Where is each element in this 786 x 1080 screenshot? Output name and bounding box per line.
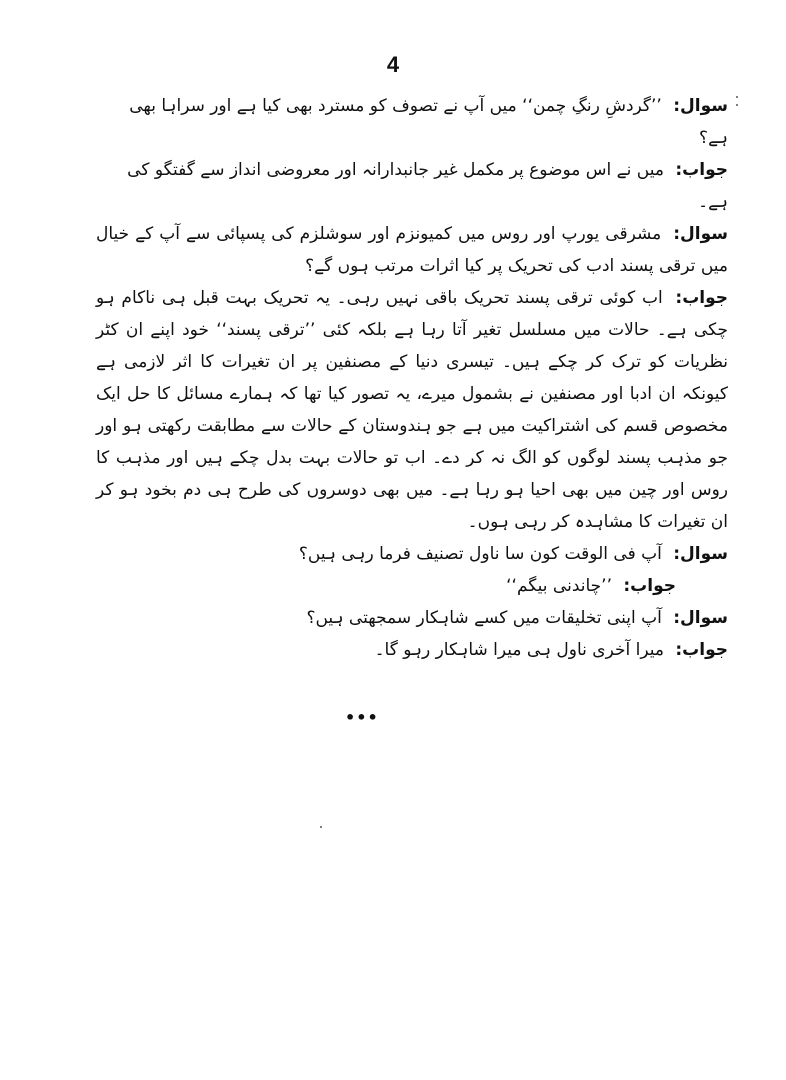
question-2	[96, 218, 728, 282]
answer-label: جواب:	[675, 288, 729, 308]
answer-text: میں نے اس موضوع پر مکمل غیر جانبدارانہ اور معروضی انداز سے گفتگو کی ہے۔	[127, 160, 728, 212]
answer-text: میرا آخری ناول ہی میرا شاہکار رہو گا۔	[374, 640, 664, 660]
answer-1	[96, 154, 728, 218]
question-label: سوال:	[673, 224, 729, 244]
question-label: سوال:	[673, 96, 728, 116]
page-number: 4	[386, 52, 400, 77]
answer-label: جواب:	[675, 640, 728, 660]
question-text: ’’گردشِ رنگِ چمن‘‘ میں آپ نے تصوف کو مسترد بھی کیا ہے اور سراہا بھی ہے؟	[129, 96, 728, 148]
question-text: مشرقی یورپ اور روس میں کمیونزم اور سوشلزم کی پسپائی سے آپ کے خیال میں ترقی پسند ادب کی تحریک پر کیا اثرات مرتب ہوں گے؟	[96, 224, 728, 276]
question-3	[96, 538, 728, 570]
scan-speck	[736, 104, 738, 106]
interview-content	[96, 90, 728, 666]
answer-4	[96, 634, 728, 666]
end-of-section-mark: •••	[345, 708, 379, 727]
answer-label: جواب:	[675, 160, 728, 180]
answer-3	[96, 570, 676, 602]
answer-text: اب کوئی ترقی پسند تحریک باقی نہیں رہی۔ یہ تحریک بہت قبل ہی ناکام ہو چکی ہے۔ حالات میں مسلسل تغیر آتا رہا ہے بلکہ کئی ’’ترقی پسند‘‘ خود اپنے ان کٹر نظریات کو ترک کر چکے ہیں۔ تیسری دنیا کے مصنفین پر ان تغیرات کا اثر لازمی ہے کیونکہ ان ادبا اور مصنفین نے بشمول میرے، یہ تصور کیا تھا کہ ہمارے مسائل کا حل ایک مخصوص قسم کی اشتراکیت میں ہے جو ہندوستان کے حالات سے مطابقت رکھتی ہو اور جو مذہب پسند لوگوں کو الگ نہ کر دے۔ اب تو حالات بہت بدل چکے ہیں اور مذہب کا روس اور چین میں بھی احیا ہو رہا ہے۔ میں بھی دوسروں کی طرح ہی دم بخود ہو کر ان تغیرات کا مشاہدہ کر رہی ہوں۔	[96, 288, 728, 532]
answer-2	[96, 282, 728, 538]
question-text: آپ فی الوقت کون سا ناول تصنیف فرما رہی ہیں؟	[298, 544, 662, 564]
scan-speck	[736, 96, 738, 98]
answer-label: جواب:	[623, 576, 676, 596]
question-label: سوال:	[673, 544, 728, 564]
question-text: آپ اپنی تخلیقات میں کسے شاہکار سمجھتی ہیں؟	[306, 608, 662, 628]
question-label: سوال:	[673, 608, 728, 628]
answer-text: ’’چاندنی بیگم‘‘	[506, 576, 612, 596]
question-4	[96, 602, 728, 634]
question-1	[96, 90, 728, 154]
scan-speck	[320, 826, 322, 828]
